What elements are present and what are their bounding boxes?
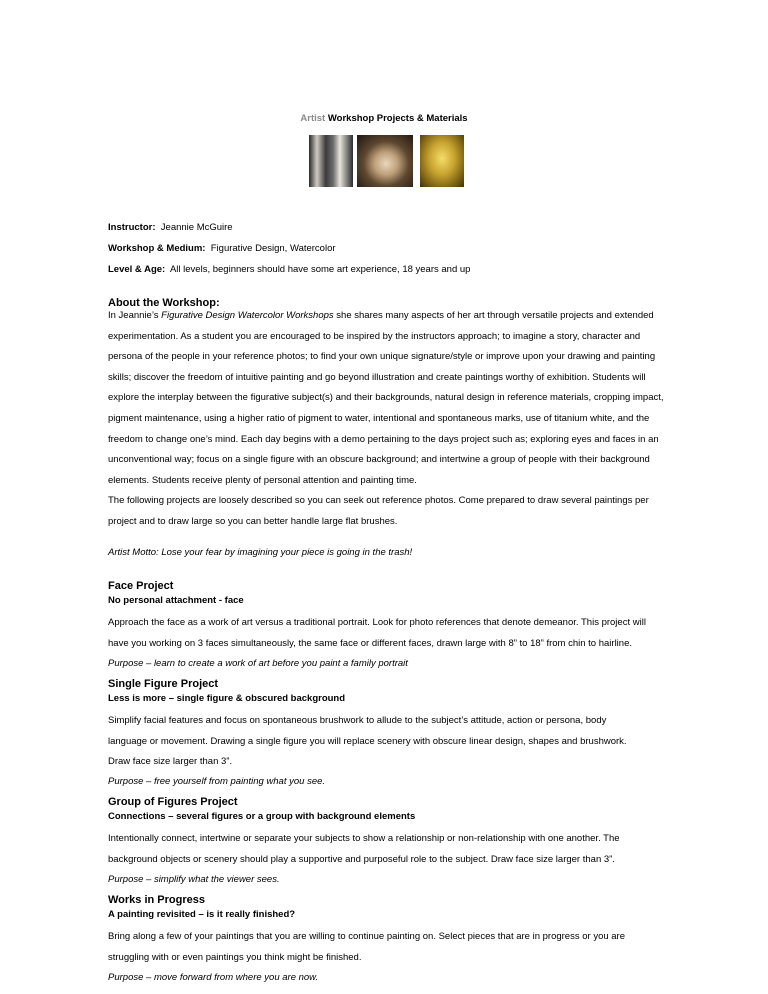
title-prefix: Artist bbox=[300, 113, 326, 124]
medium-line bbox=[108, 243, 336, 254]
following-paragraph bbox=[108, 491, 716, 532]
workshop-name: Figurative Design Watercolor Workshops bbox=[161, 310, 334, 321]
works-in-progress-subheading: A painting revisited – is it really finished? bbox=[108, 909, 296, 920]
instructor-label: Instructor: bbox=[108, 222, 156, 233]
about-line-start: In Jeannie’s bbox=[108, 310, 162, 321]
about-line: elements. Students receive plenty of personal attention and painting time. bbox=[108, 474, 417, 486]
level-label: Level & Age: bbox=[108, 264, 166, 275]
single-figure-heading: Single Figure Project bbox=[108, 678, 219, 690]
about-line: experimentation. As a student you are encouraged to be inspired by the instructors approach; to imagine a story, character and bbox=[108, 330, 641, 342]
about-line: pigment maintenance, using a higher ratio of pigment to water, intentional and spontaneous marks, use of titanium white, and the bbox=[108, 412, 650, 424]
about-paragraph bbox=[108, 306, 716, 491]
about-line: freedom to change one’s mind. Each day begins with a demo pertaining to the days project such as; exploring eyes and faces in an bbox=[108, 433, 659, 445]
single-figure-text: Draw face size larger than 3”. bbox=[108, 756, 233, 767]
medium-label: Workshop & Medium: bbox=[108, 243, 206, 254]
works-in-progress-heading: Works in Progress bbox=[108, 894, 205, 906]
about-line-end: she shares many aspects of her art through versatile projects and extended bbox=[333, 310, 654, 321]
works-in-progress-purpose: Purpose – move forward from where you are now. bbox=[108, 972, 319, 983]
single-figure-text: Simplify facial features and focus on spontaneous brushwork to allude to the subject’s attitude, action or persona, body bbox=[108, 715, 607, 726]
about-line: skills; discover the freedom of intuitive painting and go beyond illustration and create paintings worthy of exhibition. Students will bbox=[108, 371, 646, 383]
works-in-progress-text: struggling with or even paintings you think might be finished. bbox=[108, 952, 362, 963]
face-project-text: have you working on 3 faces simultaneously, the same face or different faces, drawn large with 8” to 18” from chin to hairline. bbox=[108, 638, 632, 649]
level-line bbox=[108, 264, 470, 275]
works-in-progress-text: Bring along a few of your paintings that you are willing to continue painting on. Select pieces that are in progress or you are bbox=[108, 931, 626, 942]
instructor-value: Jeannie McGuire bbox=[160, 222, 233, 233]
figure-painting-image bbox=[309, 135, 353, 187]
page-title bbox=[108, 113, 660, 124]
face-project-heading: Face Project bbox=[108, 580, 174, 592]
group-figures-purpose: Purpose – simplify what the viewer sees. bbox=[108, 874, 280, 885]
title-main: Workshop Projects & Materials bbox=[327, 113, 468, 124]
face-painting-image bbox=[357, 135, 413, 187]
instructor-line bbox=[108, 222, 233, 233]
single-figure-purpose: Purpose – free yourself from painting what you see. bbox=[108, 776, 326, 787]
group-figures-heading: Group of Figures Project bbox=[108, 796, 238, 808]
about-line: explore the interplay between the figurative subject(s) and their backgrounds, natural design in reference materials, cropping impact, bbox=[108, 392, 664, 404]
face-project-subheading: No personal attachment - face bbox=[108, 595, 244, 606]
yellow-figure-painting-image bbox=[420, 135, 464, 187]
level-value: All levels, beginners should have some art experience, 18 years and up bbox=[169, 264, 471, 275]
group-figures-text: Intentionally connect, intertwine or separate your subjects to show a relationship or non-relationship with one another. The bbox=[108, 833, 620, 844]
face-project-purpose: Purpose – learn to create a work of art before you paint a family portrait bbox=[108, 658, 408, 669]
following-line: project and to draw large so you can better handle large flat brushes. bbox=[108, 515, 398, 527]
following-line: The following projects are loosely described so you can seek out reference photos. Come prepared to draw several paintings per bbox=[108, 495, 649, 506]
about-line: persona of the people in your reference photos; to find your own unique signature/style or improve upon your drawing and painting bbox=[108, 351, 656, 363]
group-figures-subheading: Connections – several figures or a group with background elements bbox=[108, 811, 416, 822]
about-heading: About the Workshop: bbox=[108, 297, 220, 309]
medium-value: Figurative Design, Watercolor bbox=[210, 243, 336, 254]
face-project-text: Approach the face as a work of art versus a traditional portrait. Look for photo references that denote demeanor. This project will bbox=[108, 617, 646, 628]
about-line: unconventional way; focus on a single figure with an obscure background; and intertwine a group of people with their background bbox=[108, 454, 650, 466]
about-line bbox=[108, 306, 716, 327]
artist-motto: Artist Motto: Lose your fear by imagining your piece is going in the trash! bbox=[108, 547, 413, 558]
group-figures-text: background objects or scenery should play a supportive and purposeful role to the subject. Draw face size larger than 3”. bbox=[108, 854, 615, 865]
single-figure-text: language or movement. Drawing a single figure you will replace scenery with obscure linear design, shapes and brushwork. bbox=[108, 736, 627, 747]
single-figure-subheading: Less is more – single figure & obscured background bbox=[108, 693, 346, 704]
